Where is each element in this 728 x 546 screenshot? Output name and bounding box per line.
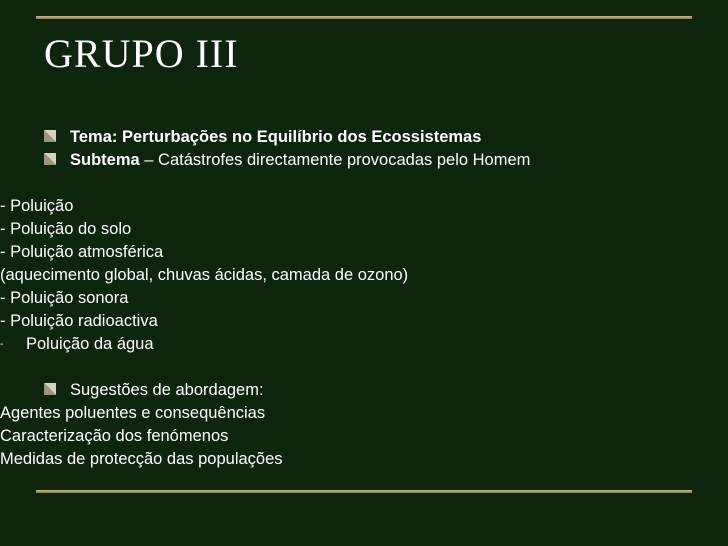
spacer [0, 356, 704, 379]
bullet-tema [44, 126, 704, 149]
bullet-subtema [44, 149, 704, 172]
list-item: - Poluição sonora [0, 289, 129, 307]
list-item: - Poluição atmosférica [0, 243, 164, 261]
top-divider [36, 16, 692, 19]
list-item: - Poluição [0, 197, 74, 215]
list-item: - Poluição do solo [0, 220, 132, 238]
square-bullet-icon [44, 130, 58, 144]
list-item: (aquecimento global, chuvas ácidas, camada de ozono) [0, 266, 409, 284]
spacer [44, 172, 704, 195]
suggestion-line: Medidas de protecção das populações [0, 450, 283, 468]
bullet-subtema-label: Subtema [70, 151, 140, 169]
list-item-water [0, 333, 704, 356]
list-item-water-text: Poluição da água [26, 335, 154, 353]
bullet-sugestoes-text: Sugestões de abordagem: [70, 381, 264, 399]
suggestion-line: Agentes poluentes e consequências [0, 404, 266, 422]
bullet-subtema-text: – Catástrofes directamente provocadas pelo Homem [139, 151, 531, 169]
slide-title: GRUPO III [44, 31, 239, 76]
square-bullet-icon [44, 153, 58, 167]
list-item: - Poluição radioactiva [0, 312, 158, 330]
suggestion-line: Caracterização dos fenómenos [0, 427, 229, 445]
bottom-divider [36, 490, 692, 493]
square-bullet-icon [44, 383, 58, 397]
slide-content [0, 126, 704, 471]
bullet-tema-text: Tema: Perturbações no Equilíbrio dos Ecossistemas [70, 128, 482, 146]
bullet-sugestoes [44, 379, 704, 402]
small-dash-marker: - [0, 339, 4, 350]
